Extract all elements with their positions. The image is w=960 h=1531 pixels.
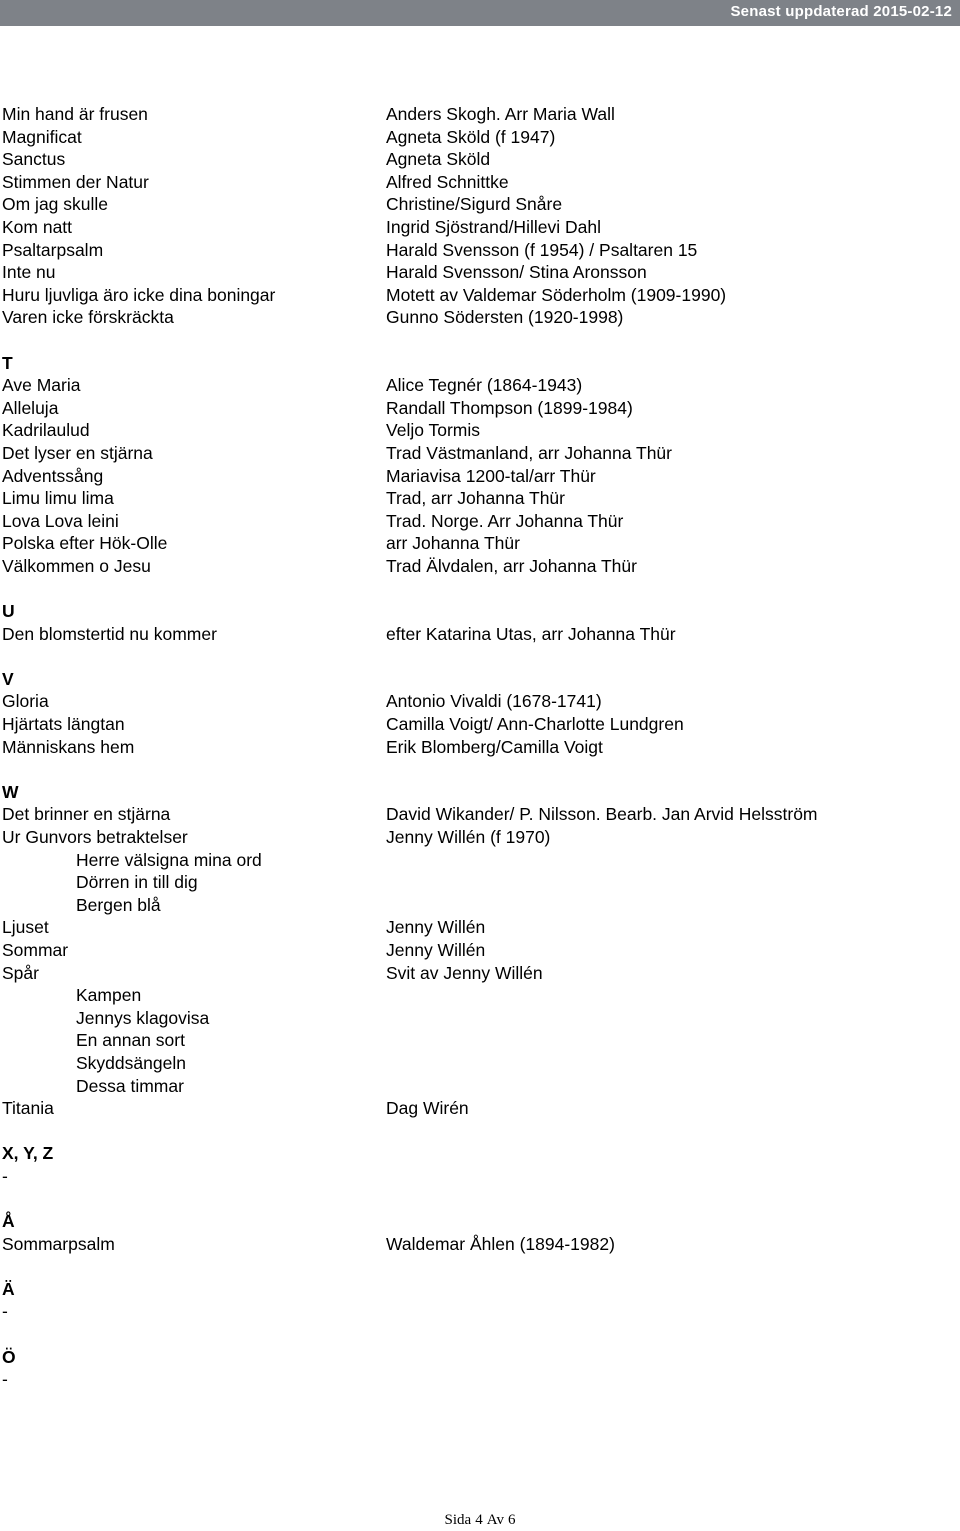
piece-title: Sommarpsalm bbox=[2, 1233, 115, 1254]
list-item bbox=[2, 984, 952, 1007]
piece-title: Inte nu bbox=[2, 262, 56, 283]
section-letter: W bbox=[2, 781, 19, 802]
piece-title: Huru ljuvliga äro icke dina boningar bbox=[2, 284, 276, 305]
sub-piece-title: Kampen bbox=[76, 985, 142, 1006]
piece-title: Det brinner en stjärna bbox=[2, 804, 171, 825]
piece-title: Kom natt bbox=[2, 216, 73, 237]
piece-title: Magnificat bbox=[2, 126, 82, 147]
piece-title: Sanctus bbox=[2, 149, 66, 170]
list-item bbox=[2, 532, 952, 555]
page-header bbox=[0, 0, 960, 26]
section-letter: Ö bbox=[2, 1346, 16, 1367]
piece-title: Stimmen der Natur bbox=[2, 171, 149, 192]
piece-title: Varen icke förskräckta bbox=[2, 307, 174, 328]
piece-title: Människans hem bbox=[2, 736, 135, 757]
section-letter: U bbox=[2, 601, 15, 622]
section-gap bbox=[2, 577, 952, 600]
list-item bbox=[2, 1029, 952, 1052]
list-item bbox=[2, 126, 952, 149]
piece-title: Gloria bbox=[2, 691, 49, 712]
piece-composer: Jenny Willén bbox=[386, 939, 486, 960]
piece-composer: Svit av Jenny Willén bbox=[386, 962, 543, 983]
piece-composer: Christine/Sigurd Snåre bbox=[386, 194, 563, 215]
section-letter: X, Y, Z bbox=[2, 1143, 54, 1164]
piece-title: Kadrilaulud bbox=[2, 420, 90, 441]
list-item bbox=[2, 103, 952, 126]
piece-composer: Ingrid Sjöstrand/Hillevi Dahl bbox=[386, 216, 601, 237]
piece-title: Ljuset bbox=[2, 917, 49, 938]
piece-title: Sommar bbox=[2, 939, 69, 960]
footer-av-label: Av bbox=[486, 1512, 504, 1528]
list-item bbox=[2, 871, 952, 894]
piece-composer: Waldemar Åhlen (1894-1982) bbox=[386, 1233, 615, 1254]
list-item bbox=[2, 713, 952, 736]
section-empty-dash: - bbox=[2, 1369, 8, 1390]
list-item bbox=[2, 962, 952, 985]
list-item bbox=[2, 1052, 952, 1075]
piece-composer: efter Katarina Utas, arr Johanna Thür bbox=[386, 623, 676, 644]
sub-piece-title: Skyddsängeln bbox=[76, 1052, 186, 1073]
list-item bbox=[2, 397, 952, 420]
piece-composer: Erik Blomberg/Camilla Voigt bbox=[386, 736, 603, 757]
list-item bbox=[2, 193, 952, 216]
list-item bbox=[2, 1233, 952, 1256]
piece-composer: Veljo Tormis bbox=[386, 420, 481, 441]
piece-composer: Trad, arr Johanna Thür bbox=[386, 488, 565, 509]
piece-composer: Trad Älvdalen, arr Johanna Thür bbox=[386, 555, 637, 576]
piece-composer: arr Johanna Thür bbox=[386, 533, 520, 554]
piece-title: Den blomstertid nu kommer bbox=[2, 623, 217, 644]
list-item bbox=[2, 894, 952, 917]
list-item bbox=[2, 1097, 952, 1120]
piece-title: Psaltarpsalm bbox=[2, 239, 104, 260]
list-item bbox=[2, 148, 952, 171]
list-item bbox=[2, 916, 952, 939]
piece-composer: Randall Thompson (1899-1984) bbox=[386, 397, 633, 418]
section-gap bbox=[2, 1188, 952, 1211]
piece-composer: Agneta Sköld (f 1947) bbox=[386, 126, 556, 147]
list-item bbox=[2, 442, 952, 465]
section-gap bbox=[2, 645, 952, 668]
repertoire-list bbox=[2, 103, 952, 1391]
piece-composer: Trad. Norge. Arr Johanna Thür bbox=[386, 510, 624, 531]
last-updated-text: Senast uppdaterad 2015-02-12 bbox=[730, 3, 952, 20]
piece-title: Limu limu lima bbox=[2, 488, 114, 509]
list-item bbox=[2, 690, 952, 713]
list-item bbox=[2, 736, 952, 759]
list-item bbox=[2, 374, 952, 397]
piece-composer: Jenny Willén bbox=[386, 917, 486, 938]
section-empty-dash: - bbox=[2, 1165, 8, 1186]
piece-composer: Alice Tegnér (1864-1943) bbox=[386, 375, 583, 396]
piece-title: Om jag skulle bbox=[2, 194, 109, 215]
list-item bbox=[2, 419, 952, 442]
list-item bbox=[2, 803, 952, 826]
sub-piece-title: Dessa timmar bbox=[76, 1075, 184, 1096]
piece-title: Adventssång bbox=[2, 465, 104, 486]
section-gap bbox=[2, 1255, 952, 1278]
list-item bbox=[2, 216, 952, 239]
piece-title: Spår bbox=[2, 962, 39, 983]
piece-title: Hjärtats längtan bbox=[2, 714, 125, 735]
section-letter: Å bbox=[2, 1211, 15, 1232]
piece-composer: Mariavisa 1200-tal/arr Thür bbox=[386, 465, 596, 486]
section-gap bbox=[2, 1323, 952, 1346]
piece-title: Ave Maria bbox=[2, 375, 81, 396]
piece-composer: Gunno Södersten (1920-1998) bbox=[386, 307, 624, 328]
sub-piece-title: Dörren in till dig bbox=[76, 872, 198, 893]
footer-page-number: 4 bbox=[475, 1512, 483, 1528]
list-item bbox=[2, 826, 952, 849]
piece-composer: Harald Svensson (f 1954) / Psaltaren 15 bbox=[386, 239, 698, 260]
section-gap bbox=[2, 329, 952, 352]
piece-composer: Dag Wirén bbox=[386, 1098, 469, 1119]
list-item bbox=[2, 465, 952, 488]
list-item bbox=[2, 623, 952, 646]
piece-composer: Camilla Voigt/ Ann-Charlotte Lundgren bbox=[386, 714, 684, 735]
section-empty-dash: - bbox=[2, 1301, 8, 1322]
piece-composer: Trad Västmanland, arr Johanna Thür bbox=[386, 442, 672, 463]
piece-composer: Antonio Vivaldi (1678-1741) bbox=[386, 691, 602, 712]
footer-sida-label: Sida bbox=[444, 1512, 472, 1528]
piece-composer: Harald Svensson/ Stina Aronsson bbox=[386, 262, 647, 283]
piece-composer: Motett av Valdemar Söderholm (1909-1990) bbox=[386, 284, 727, 305]
sub-piece-title: Jennys klagovisa bbox=[76, 1007, 210, 1028]
list-item bbox=[2, 555, 952, 578]
piece-title: Polska efter Hök-Olle bbox=[2, 533, 168, 554]
sub-piece-title: En annan sort bbox=[76, 1030, 185, 1051]
section-letter: T bbox=[2, 352, 13, 373]
piece-composer: Jenny Willén (f 1970) bbox=[386, 827, 551, 847]
piece-title: Välkommen o Jesu bbox=[2, 555, 151, 576]
piece-title: Lova Lova leini bbox=[2, 510, 119, 531]
list-item bbox=[2, 284, 952, 307]
piece-title: Min hand är frusen bbox=[2, 104, 148, 124]
list-item bbox=[2, 306, 952, 329]
piece-composer: Alfred Schnittke bbox=[386, 171, 509, 192]
footer-total-pages: 6 bbox=[507, 1512, 516, 1528]
piece-title: Ur Gunvors betraktelser bbox=[2, 827, 188, 847]
section-gap bbox=[2, 1120, 952, 1143]
section-letter: V bbox=[2, 668, 14, 689]
list-item bbox=[2, 487, 952, 510]
page-footer bbox=[0, 1512, 960, 1529]
piece-composer: David Wikander/ P. Nilsson. Bearb. Jan Arvid Helsström bbox=[386, 804, 818, 825]
list-item bbox=[2, 939, 952, 962]
piece-title: Alleluja bbox=[2, 397, 59, 418]
list-item bbox=[2, 171, 952, 194]
list-item bbox=[2, 1007, 952, 1030]
list-item bbox=[2, 239, 952, 262]
piece-composer: Agneta Sköld bbox=[386, 149, 491, 170]
list-item bbox=[2, 849, 952, 872]
piece-title: Titania bbox=[2, 1098, 54, 1119]
piece-title: Det lyser en stjärna bbox=[2, 442, 153, 463]
section-letter: Ä bbox=[2, 1278, 15, 1299]
section-gap bbox=[2, 758, 952, 781]
piece-composer: Anders Skogh. Arr Maria Wall bbox=[386, 104, 615, 124]
sub-piece-title: Bergen blå bbox=[76, 894, 161, 915]
list-item bbox=[2, 1075, 952, 1098]
list-item bbox=[2, 261, 952, 284]
sub-piece-title: Herre välsigna mina ord bbox=[76, 849, 262, 870]
list-item bbox=[2, 510, 952, 533]
